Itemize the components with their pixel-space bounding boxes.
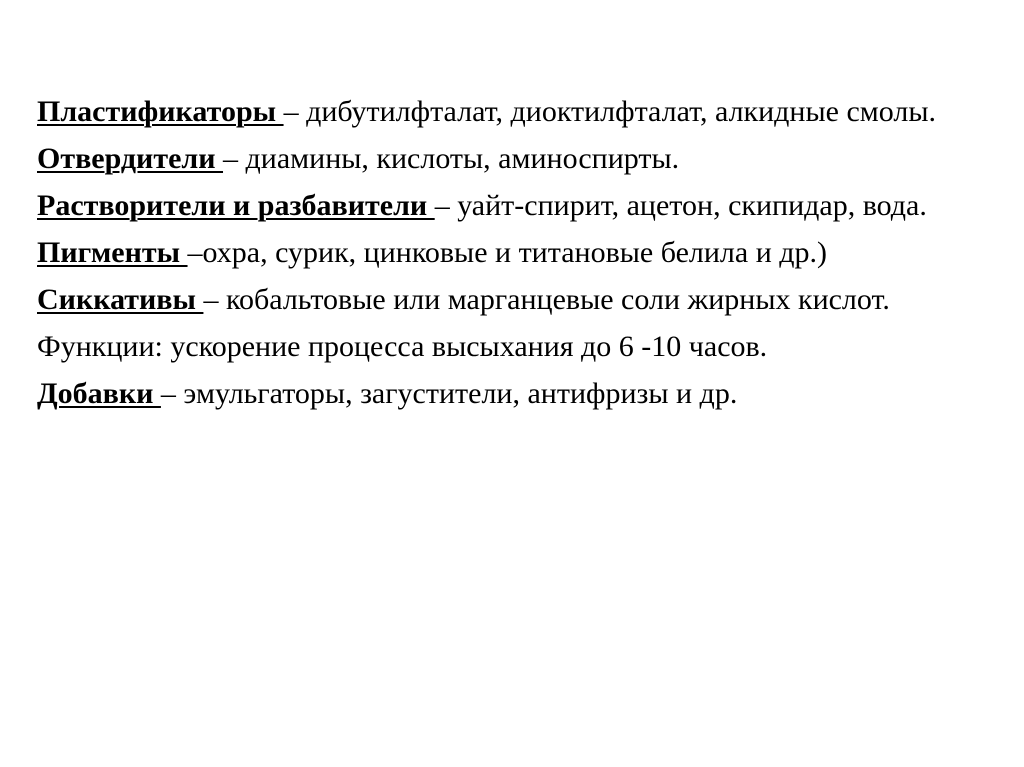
- item-hardeners: [37, 139, 987, 179]
- desc-pigments: –охра, сурик, цинковые и титановые белила и др.): [187, 236, 828, 269]
- desc-solvents: – уайт-спирит, ацетон, скипидар, вода.: [434, 189, 927, 222]
- term-pigments: Пигменты: [37, 236, 188, 269]
- item-plasticizers: [37, 92, 987, 132]
- term-plasticizers: Пластификаторы: [37, 95, 284, 128]
- slide-content: [37, 92, 987, 421]
- item-solvents: [37, 186, 987, 226]
- term-solvents: Растворители и разбавители: [37, 189, 435, 222]
- term-additives: Добавки: [37, 377, 161, 410]
- desc-siccatives: – кобальтовые или марганцевые соли жирных кислот.: [203, 283, 890, 316]
- item-siccatives: [37, 280, 987, 320]
- term-siccatives: Сиккативы: [37, 283, 204, 316]
- term-hardeners: Отвердители: [37, 142, 224, 175]
- desc-hardeners: – диамины, кислоты, аминоспирты.: [223, 142, 680, 175]
- item-pigments: [37, 233, 987, 273]
- functions-line: Функции: ускорение процесса высыхания до 6 -10 часов.: [37, 330, 768, 363]
- desc-additives: – эмульгаторы, загустители, антифризы и др.: [160, 377, 738, 410]
- desc-plasticizers: – дибутилфталат, диоктилфталат, алкидные смолы.: [283, 95, 936, 128]
- item-additives: [37, 374, 987, 414]
